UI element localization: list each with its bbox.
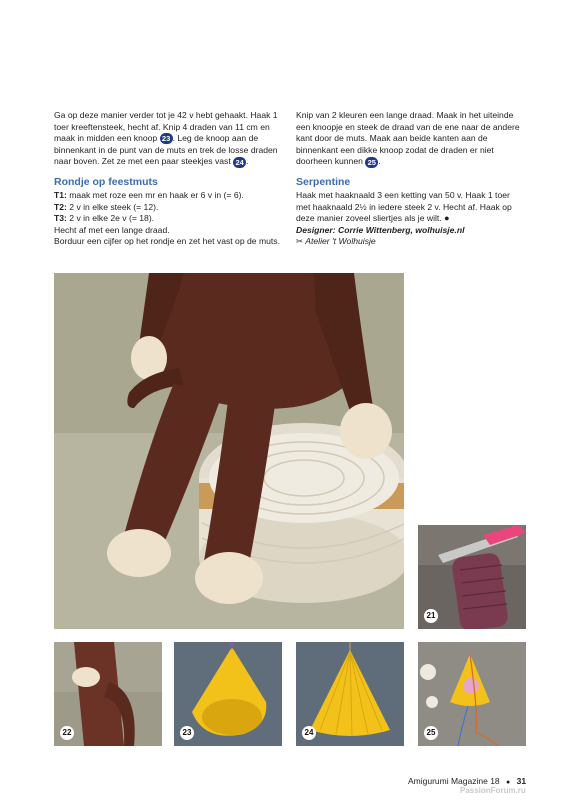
designer-credit: Designer: Corrie Wittenberg, wolhuisje.nl <box>296 224 465 235</box>
round-text: maak met roze een mr en haak er 6 v in (= 6). <box>66 189 244 200</box>
instructions-text: Ga op deze manier verder tot je 42 v hebt gehaakt. Haak 1 toer kreeftensteek, hecht af. Knip 4 draden van 11 cm en maak in midden een knoop <box>54 110 278 144</box>
serpentine-text: Haak met haaknaald 3 een ketting van 50 v. Haak 1 toer met haaknaald 2½ in iedere steek 2 v. Hecht af. Haak op deze manier zoveel sliertjes als je wilt. <box>296 189 512 224</box>
round-text: 2 v in elke 2e v (= 18). <box>66 213 155 224</box>
instructions-paragraph <box>54 110 284 168</box>
photo-25 <box>418 642 526 746</box>
scissors-icon: ✂ <box>296 236 304 247</box>
page-footer <box>408 776 526 786</box>
page-number: 31 <box>516 776 527 786</box>
strings-text: Knip van 2 kleuren een lange draad. Maak in het uiteinde een knoopje en steek de draad van de ene naar de andere kant door de muts. Maak aan beide kanten aan de binnenkant een dikke knoop zodat de draden er niet doorheen kunnen <box>296 110 520 167</box>
footer-separator: ● <box>506 779 511 786</box>
atelier-credit <box>296 236 526 248</box>
section-heading-serpentine: Serpentine <box>296 175 351 188</box>
round-text: 2 v in elke steek (= 12). <box>66 201 159 212</box>
right-text-column <box>296 110 526 248</box>
round-label: T3: <box>54 213 67 224</box>
step-badge-24: 24 <box>233 157 246 168</box>
main-photo-monkey <box>54 273 404 629</box>
atelier-name: Atelier 't Wolhuisje <box>305 236 376 247</box>
photo-number-23: 23 <box>180 726 194 740</box>
round-label: T1: <box>54 189 67 200</box>
round-1 <box>54 190 284 202</box>
instructions-text: . Leg de knoop aan de binnenkant in de punt van de muts en trek de losse draden naar boven. Zet ze met een paar steekjes vast <box>54 133 278 167</box>
photo-22 <box>54 642 162 746</box>
step-badge-25: 25 <box>365 157 378 168</box>
magazine-name: Amigurumi Magazine 18 <box>408 776 500 786</box>
photo-number-25: 25 <box>424 726 438 740</box>
round-3 <box>54 213 284 225</box>
round-label: T2: <box>54 201 67 212</box>
photo-23 <box>174 642 282 746</box>
instructions-text: . <box>246 156 249 167</box>
serpentine-paragraph <box>296 190 526 225</box>
strings-text: . <box>378 156 381 167</box>
monkey-illustration <box>54 273 404 629</box>
step-badge-23: 23 <box>160 133 173 144</box>
section-heading-rondje: Rondje op feestmuts <box>54 175 158 188</box>
watermark: PassionForum.ru <box>460 786 526 795</box>
round-2 <box>54 202 284 214</box>
left-text-column <box>54 110 284 248</box>
strings-paragraph <box>296 110 526 168</box>
photo-number-24: 24 <box>302 726 316 740</box>
embroider-line: Borduur een cijfer op het rondje en zet het vast op de muts. <box>54 236 280 247</box>
photo-21 <box>418 525 526 629</box>
finish-line: Hecht af met een lange draad. <box>54 224 170 235</box>
photo-number-22: 22 <box>60 726 74 740</box>
photo-24 <box>296 642 404 746</box>
photo-number-21: 21 <box>424 609 438 623</box>
end-mark: ● <box>444 213 450 224</box>
